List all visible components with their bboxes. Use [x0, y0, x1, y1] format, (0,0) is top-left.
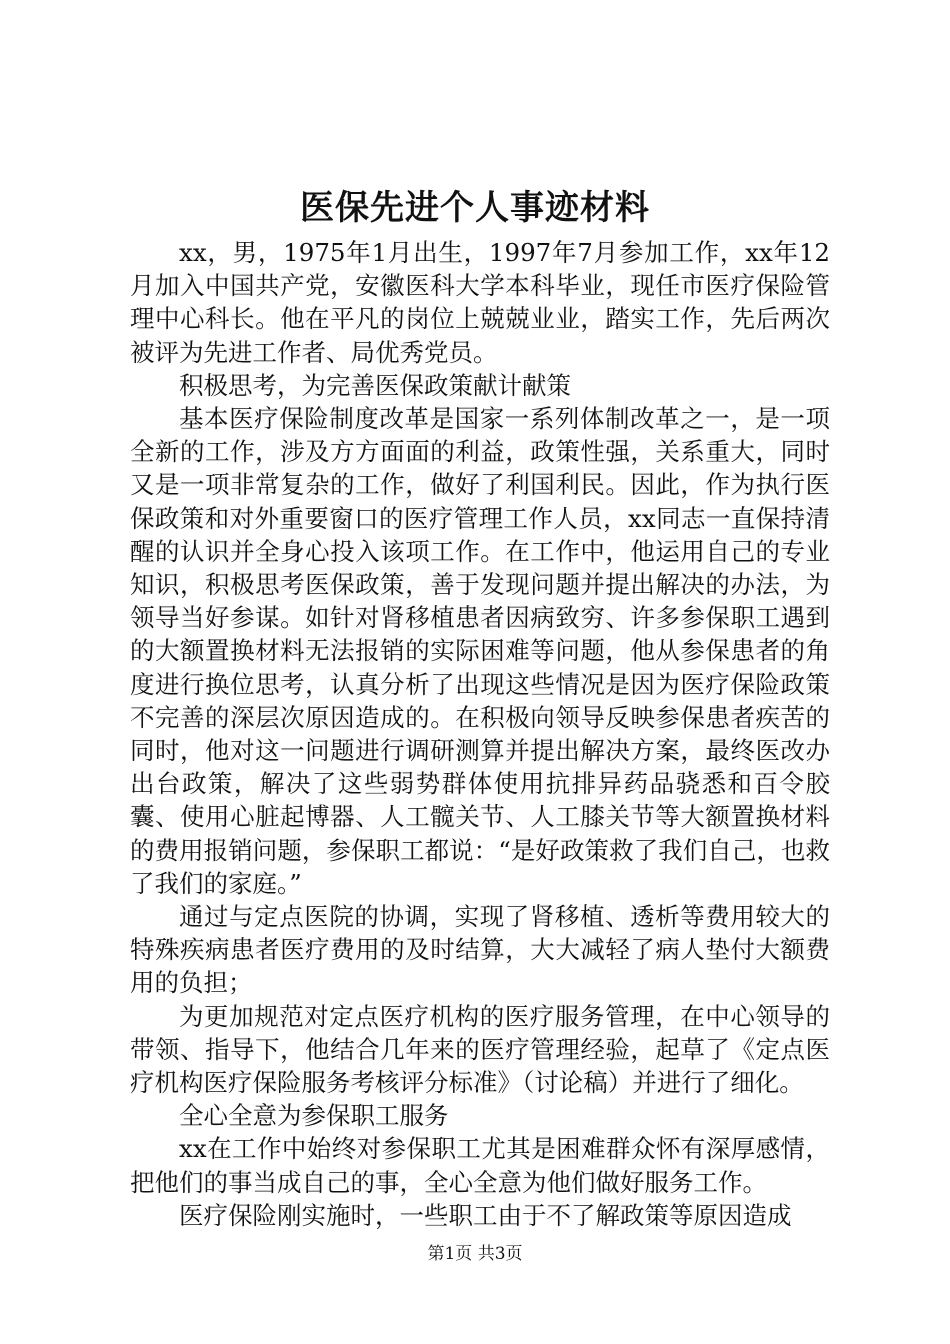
paragraph-intro: xx，男，1975年1月出生，1997年7月参加工作，xx年12月加入中国共产党，安徽医科大学本科毕业，现任市医疗保险管理中心科长。他在平凡的岗位上兢兢业业，踏实工作，先后两次被评为先进工作者、局优秀党员。: [130, 238, 830, 367]
paragraph-insurance-start: 医疗保险刚实施时，一些职工由于不了解政策等原因造成: [179, 1200, 792, 1230]
document-body: [130, 236, 830, 1232]
page-number-footer: 第1页 共3页: [427, 1244, 523, 1264]
paragraph-hospital-coordination: 通过与定点医院的协调，实现了肾移植、透析等费用较大的特殊疾病患者医疗费用的及时结算，大大减轻了病人垫付大额费用的负担；: [130, 902, 830, 998]
paragraph-service-attitude: xx在工作中始终对参保职工尤其是困难群众怀有深厚感情，把他们的事当成自己的事，全心全意为他们做好服务工作。: [130, 1134, 830, 1197]
paragraph-standards-drafting: 为更加规范对定点医疗机构的医疗服务管理，在中心领导的带领、指导下，他结合几年来的医疗管理经验，起草了《定点医疗机构医疗保险服务考核评分标准》（讨论稿）并进行了细化。: [130, 1001, 830, 1098]
section-heading-service: 全心全意为参保职工服务: [179, 1101, 449, 1131]
document-title: 医保先进个人事迹材料: [300, 188, 650, 228]
paragraph-policy-reform: 基本医疗保险制度改革是国家一系列体制改革之一，是一项全新的工作，涉及方方面面的利益，政策性强，关系重大，同时又是一项非常复杂的工作，做好了利国利民。因此，作为执行医保政策和对外重要窗口的医疗管理工作人员，xx同志一直保持清醒的认识并全身心投入该项工作。在工作中，他运用自己的专业知识，积极思考医保政策，善于发现问题并提出解决的办法，为领导当好参谋。如针对肾移植患者因病致穷、许多参保职工遇到的大额置换材料无法报销的实际困难等问题，他从参保患者的角度进行换位思考，认真分析了出现这些情况是因为医疗保险政策不完善的深层次原因造成的。在积极向领导反映参保患者疾苦的同时，他对这一问题进行调研测算并提出解决方案，最终医改办出台政策，解决了这些弱势群体使用抗排异药品骁悉和百令胶囊、使用心脏起博器、人工髋关节、人工膝关节等大额置换材料的费用报销问题，参保职工都说：“是好政策救了我们自己，也救了我们的家庭。”: [130, 404, 830, 898]
section-heading-policy: 积极思考，为完善医保政策献计献策: [179, 370, 571, 400]
